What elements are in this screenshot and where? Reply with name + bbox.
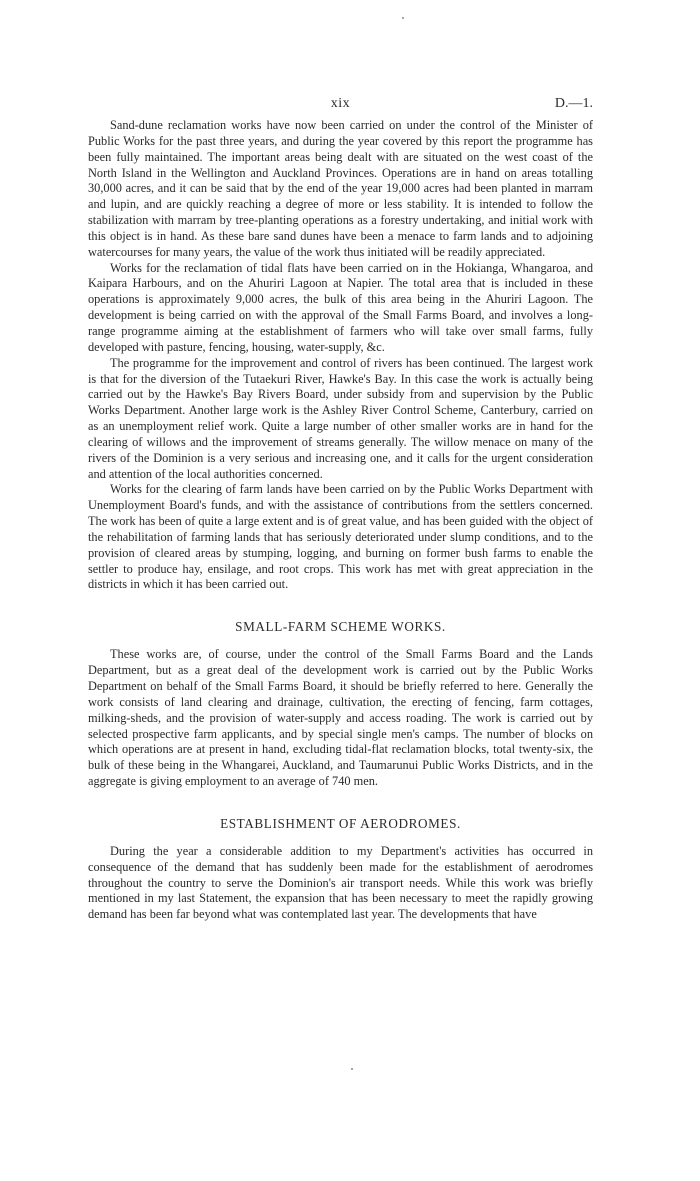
scan-speck-bottom: [351, 1068, 353, 1070]
paragraph-sand-dune: Sand-dune reclamation works have now been carried on under the control of the Minister of Public Works for the past three years, and during the year covered by this report the programme has been fully maintained. The important areas being dealt with are situated on the west coast of the North Island in the Wellington and Auckland Provinces. Operations are in hand on areas totalling 30,000 acres, and it can be said that by the end of the year 19,000 acres had been planted in marram and lupin, and are quickly reaching a degree of more or less stability. It is intended to follow the stabilization with marram by tree-planting operations as a forestry undertaking, and initial work with this object is in hand. As these bare sand dunes have been a menace to farm lands and to adjoining watercourses for many years, the value of the work thus initiated will be readily appreciated.: [88, 118, 593, 259]
document-page: [88, 96, 593, 923]
heading-aerodromes: ESTABLISHMENT OF AERODROMES.: [220, 815, 461, 831]
paragraph-rivers: The programme for the improvement and control of rivers has been continued. The largest work is that for the diversion of the Tutaekuri River, Hawke's Bay. In this case the work is actually being carried out by the Hawke's Bay Rivers Board, under subsidy from and supervision by the Public Works Department. Another large work is the Ashley River Control Scheme, Canterbury, carried on as an unemployment relief work. Quite a large number of other smaller works are in hand for the clearing of willows and the improvement of streams generally. The willow menace on many of the rivers of the Dominion is a very serious and increasing one, and it calls for the urgent consideration and attention of the local authorities concerned.: [88, 355, 593, 481]
paragraph-small-farm-scheme: These works are, of course, under the control of the Small Farms Board and the Lands Department, but as a great deal of the development work is carried out by the Public Works Department on behalf of the Small Farms Board, it should be briefly referred to here. Generally the work consists of land clearing and drainage, cultivation, the erecting of fencing, farm cottages, milking-sheds, and the provision of water-supply and access roading. The work is carried out by selected prospective farm applicants, and by special single men's camps. The number of blocks on which operations are at present in hand, excluding tidal-flat reclamation blocks, total twenty-six, the bulk of these being in the Whangarei, Auckland, and Taumarunui Public Works Districts, and in the aggregate is giving employment to an average of 740 men.: [88, 647, 593, 789]
scan-speck-top: [402, 17, 404, 19]
page-header: [88, 96, 593, 118]
paragraph-tidal-flats: Works for the reclamation of tidal flats have been carried on in the Hokianga, Whangaroa, and Kaipara Harbours, and on the Ahuriri Lagoon at Napier. The total area that is included in these operations is approximately 9,000 acres, the bulk of this area being in the Ahuriri Lagoon. The development is being carried on with the approval of the Small Farms Board, and involves a long-range programme aiming at the establishment of farmers who will take over small farms, fully developed with pasture, fencing, housing, water-supply, &c.: [88, 260, 593, 354]
page-number: xix: [330, 96, 351, 111]
heading-small-farm-scheme: SMALL-FARM SCHEME WORKS.: [235, 619, 446, 635]
paragraph-aerodromes: During the year a considerable addition to my Department's activities has occurred in consequence of the demand that has suddenly been made for the establishment of aerodromes throughout the country to serve the Dominion's air transport needs. While this work was briefly mentioned in my last Statement, the expansion that has been necessary to meet the rapidly growing demand has been far beyond what was contemplated last year. The developments that have: [88, 843, 593, 922]
document-reference: D.—1.: [554, 96, 593, 111]
paragraph-farm-clearing: Works for the clearing of farm lands have been carried on by the Public Works Department with Unemployment Board's funds, and with the assistance of contributions from the settlers concerned. The work has been of quite a large extent and is of great value, and has been guided with the object of the rehabilitation of farming lands that has seriously deteriorated under slump conditions, and to the provision of cleared areas by stumping, logging, and burning on former bush farms to enable the settler to produce hay, ensilage, and root crops. This work has met with great appreciation in the districts in which it has been carried out.: [88, 482, 593, 592]
